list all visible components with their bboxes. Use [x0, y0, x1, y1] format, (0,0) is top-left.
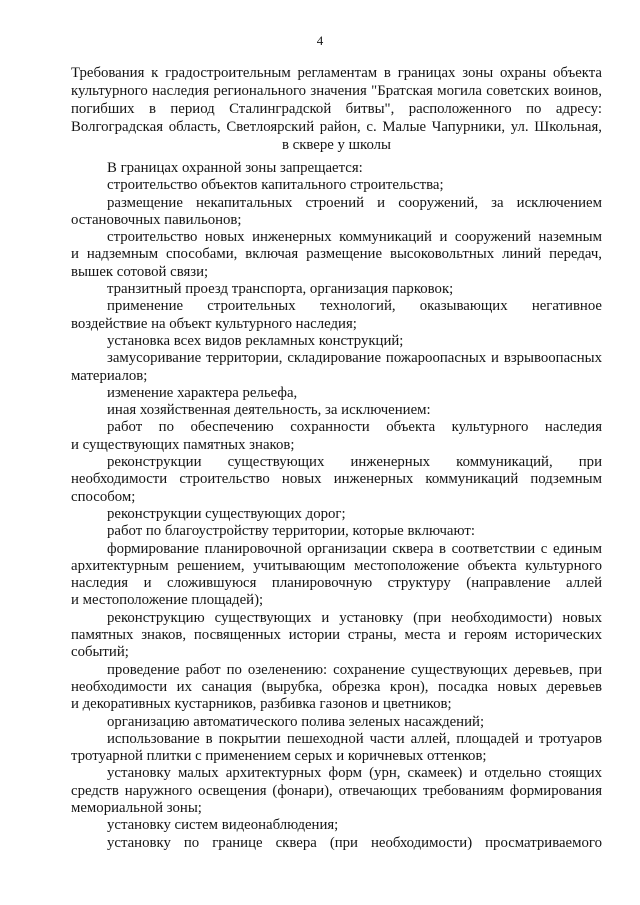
document-body [71, 160, 602, 852]
paragraph-line: необходимости их санация (вырубка, обрезка крон), посадка новых деревьев [71, 678, 602, 695]
document-title [71, 64, 602, 154]
paragraph-line: воздействие на объект культурного наследия; [71, 315, 357, 332]
paragraph [71, 385, 602, 402]
paragraph [71, 765, 602, 817]
paragraph [71, 523, 602, 540]
paragraph-line: В границах охранной зоны запрещается: [107, 160, 363, 176]
paragraph-line: необходимости строительство новых инженерных коммуникаций подземным [71, 471, 602, 488]
paragraph-line: остановочных павильонов; [71, 211, 242, 228]
paragraph [71, 177, 602, 194]
paragraph [71, 195, 602, 230]
paragraph [71, 333, 602, 350]
paragraph-line: реконструкции существующих дорог; [107, 505, 346, 522]
title-line: погибших в период Сталинградской битвы", расположенного по адресу: [71, 101, 602, 117]
page-number: 4 [316, 33, 324, 48]
paragraph-line: средств наружного освещения (фонари), отвечающих требованиям формирования [71, 782, 602, 799]
paragraph-line: установку систем видеонаблюдения; [107, 817, 339, 834]
paragraph-line: строительство новых инженерных коммуникаций и сооружений наземным [107, 229, 602, 246]
paragraph-line: наследия и сложившуюся планировочную структуру (направление аллей [71, 575, 602, 592]
paragraph-line: использование в покрытии пешеходной части аллей, площадей и тротуаров [107, 730, 602, 747]
paragraph [71, 835, 602, 852]
paragraph [71, 298, 602, 333]
paragraph-line: мемориальной зоны; [71, 799, 202, 816]
paragraph-line: проведение работ по озеленению: сохранение существующих деревьев, при [107, 661, 602, 678]
paragraph [71, 817, 602, 834]
paragraph [71, 402, 602, 419]
paragraph-line: строительство объектов капитального строительства; [107, 177, 444, 194]
paragraph-line: работ по обеспечению сохранности объекта культурного наследия [107, 419, 602, 436]
title-line: культурного наследия регионального значения "Братская могила советских воинов, [71, 83, 602, 99]
paragraph-line: организацию автоматического полива зеленых насаждений; [107, 713, 485, 730]
paragraph-line: событий; [71, 644, 129, 661]
paragraph [71, 662, 602, 714]
paragraph-line: реконструкции существующих инженерных коммуникаций, при [107, 454, 602, 471]
paragraph [71, 714, 602, 731]
paragraph [71, 541, 602, 610]
paragraph-line: размещение некапитальных строений и сооружений, за исключением [107, 194, 602, 211]
paragraph-line: установку по границе сквера (при необходимости) просматриваемого [107, 834, 602, 851]
paragraph-line: вышек сотовой связи; [71, 263, 209, 280]
paragraph-line: замусоривание территории, складирование пожароопасных и взрывоопасных [107, 350, 602, 367]
paragraph-line: архитектурным решением, учитывающим местоположение объекта культурного [71, 557, 602, 574]
paragraph [71, 454, 602, 506]
paragraph-line: транзитный проезд транспорта, организация парковок; [107, 281, 454, 298]
paragraph [71, 160, 602, 177]
paragraph [71, 229, 602, 281]
paragraph [71, 506, 602, 523]
paragraph [71, 350, 602, 385]
paragraph-line: применение строительных технологий, оказывающих негативное [107, 298, 602, 315]
paragraph-line: и местоположение площадей); [71, 592, 264, 609]
paragraph [71, 281, 602, 298]
title-line: Требования к градостроительным регламентам в границах зоны охраны объекта [71, 65, 602, 81]
paragraph-line: работ по благоустройству территории, которые включают: [107, 523, 475, 540]
paragraph-line: установку малых архитектурных форм (урн, скамеек) и отдельно стоящих [107, 765, 602, 782]
paragraph-line: формирование планировочной организации сквера в соответствии с единым [107, 540, 602, 557]
paragraph-line: иная хозяйственная деятельность, за исключением: [107, 402, 431, 419]
paragraph [71, 419, 602, 454]
paragraph-line: реконструкцию существующих и установку (при необходимости) новых [107, 609, 602, 626]
paragraph-line: изменение характера рельефа, [107, 384, 298, 401]
paragraph-line: и существующих памятных знаков; [71, 436, 295, 453]
paragraph-line: и декоративных кустарников, разбивка газонов и цветников; [71, 696, 452, 713]
paragraph-line: способом; [71, 488, 136, 505]
title-line: в сквере у школы [281, 137, 392, 153]
paragraph-line: тротуарной плитки с применением серых и коричневых оттенков; [71, 748, 487, 765]
paragraph [71, 731, 602, 766]
paragraph-line: материалов; [71, 367, 148, 384]
paragraph-line: памятных знаков, посвященных истории страны, места и героям исторических [71, 627, 602, 644]
title-line: Волгоградская область, Светлоярский район, с. Малые Чапурники, ул. Школьная, [71, 119, 602, 135]
paragraph-line: установка всех видов рекламных конструкций; [107, 332, 404, 349]
paragraph [71, 610, 602, 662]
paragraph-line: и надземным способами, включая размещение высоковольтных линий передач, [71, 246, 602, 263]
